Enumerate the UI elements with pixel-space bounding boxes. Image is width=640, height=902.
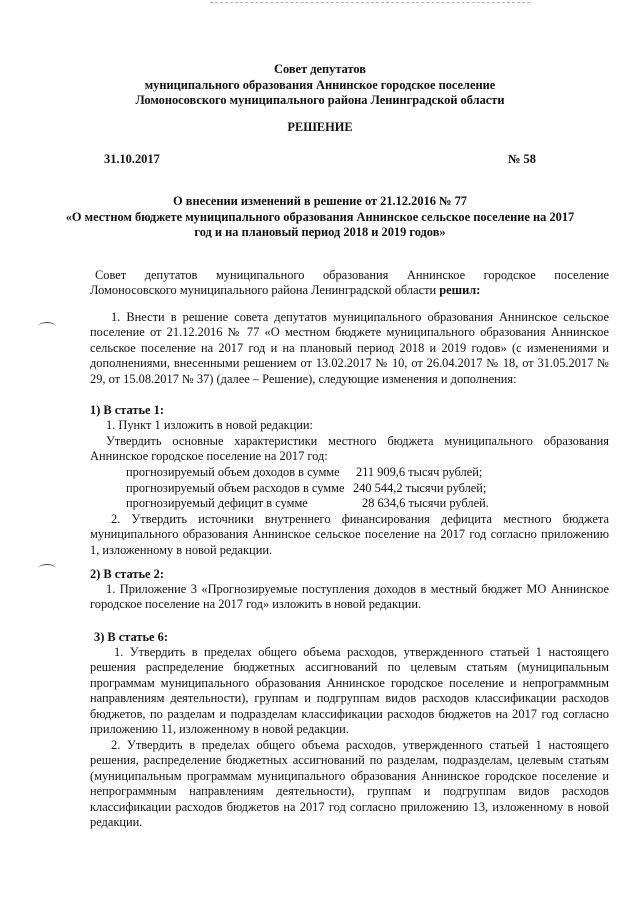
article3-para1-line: направлениям деятельности), группам и подгруппам видов расходов классификации расходов: [90, 691, 609, 706]
article3-para2-line: 2. Утвердить в пределах общего объема расходов, утвержденного статьей 1 настоящего: [111, 738, 609, 752]
article3-para2-line: непрограммным направлениям деятельности), группам и подгруппам видов расходов: [90, 784, 609, 799]
item1-line: 29, от 15.08.2017 № 37) (далее – Решение), следующие изменения и дополнения:: [90, 371, 517, 386]
article1-para3: [90, 512, 609, 558]
article3-para2-line: (муниципальным программам муниципального образования Аннинское городское поселение и: [90, 768, 609, 783]
article3-para1-line: 1. Утвердить в пределах общего объема расходов, утвержденного статьей 1 настоящего: [114, 645, 609, 659]
article3-para1-line: бюджетов, по разделам и подразделам классификации расходов бюджетов на 2017 год согласно: [90, 706, 609, 721]
article1-point1: 1. Пункт 1 изложить в новой редакции:: [106, 418, 313, 432]
article3-para1-line: решения распределение бюджетных ассигнований по целевым статьям (муниципальным: [90, 660, 609, 675]
article1-para3-line: муниципального образования Аннинское сельское поселение на 2017 год согласно приложению: [90, 527, 609, 542]
article2-para1-line: городское поселение на 2017 год» изложить в новой редакции.: [90, 597, 422, 612]
document-title-line1: О внесении изменений в решение от 21.12.2016 № 77: [173, 194, 467, 208]
council-name: Совет депутатов: [274, 62, 366, 76]
scan-artifact-line: [210, 2, 530, 5]
article1-para2-line: Аннинское городское поселение на 2017 год:: [90, 449, 328, 464]
item1-line: 1. Внести в решение совета депутатов муниципального образования Аннинское сельское: [111, 310, 609, 324]
revenue-label: прогнозируемый объем доходов в сумме: [126, 465, 340, 479]
item1-line: поселение от 21.12.2016 № 77 «О местном бюджете муниципального образования Аннинское: [90, 325, 609, 340]
document-date: 31.10.2017: [104, 152, 160, 166]
expense-label: прогнозируемый объем расходов в сумме: [126, 481, 345, 495]
municipality-name: муниципального образования Аннинское городское поселение: [144, 78, 496, 92]
document-number: № 58: [508, 152, 536, 166]
item1-line: сельское поселение на 2017 год и на плановый период 2018 и 2019 годов» (с изменениями и: [90, 340, 609, 355]
article2-para1: [90, 582, 609, 613]
item1-paragraph: [90, 310, 609, 387]
preamble-resolved: решил:: [439, 283, 481, 297]
margin-mark: [38, 322, 56, 331]
revenue-value: 211 909,6 тысяч рублей;: [356, 465, 483, 479]
article3-para2: [90, 738, 609, 830]
deficit-value: 28 634,6 тысячи рублей.: [362, 496, 489, 510]
margin-mark: [38, 564, 56, 573]
article3-para1-line: программам муниципального образования Аннинское городское поселение и непрограммным: [90, 675, 609, 690]
article3-heading: 3) В статье 6:: [94, 630, 168, 644]
document-title-line2: «О местном бюджете муниципального образования Аннинское сельское поселение на 2017: [65, 210, 575, 224]
article3-para2-line: решения, распределение бюджетных ассигнований по разделам, подразделам, целевым статьям: [90, 753, 609, 768]
article3-para2-line: классификации расходов бюджетов на 2017 год согласно приложению 13, изложенному в новой: [90, 799, 609, 814]
article1-para3-line: 1, изложенному в новой редакции.: [90, 542, 273, 557]
article3-para2-line: редакции.: [90, 815, 143, 830]
article2-heading: 2) В статье 2:: [90, 567, 164, 581]
deficit-label: прогнозируемый дефицит в сумме: [126, 496, 308, 510]
item1-line: дополнениями, внесенными решением от 13.02.2017 № 10, от 26.04.2017 № 18, от 31.05.2017 №: [90, 356, 609, 371]
article3-para1: [90, 645, 609, 737]
district-name: Ломоносовского муниципального района Ленинградской области: [135, 93, 505, 107]
preamble-line2-wrap: [90, 283, 480, 298]
preamble-line2: Ломоносовского муниципального района Ленинградской области: [90, 283, 437, 297]
document-title-line3: год и на плановый период 2018 и 2019 годов»: [194, 225, 446, 239]
expense-value: 240 544,2 тысячи рублей;: [353, 481, 487, 495]
preamble-line1: Совет депутатов муниципального образования Аннинское городское поселение: [95, 268, 609, 282]
article3-para1-line: приложению 11, изложенному в новой редакции.: [90, 722, 349, 737]
article1-para2-line: Утвердить основные характеристики местного бюджета муниципального образования: [106, 434, 609, 448]
article1-heading: 1) В статье 1:: [90, 403, 164, 417]
preamble: [90, 268, 609, 283]
document-type: РЕШЕНИЕ: [287, 120, 353, 134]
article2-para1-line: 1. Приложение 3 «Прогнозируемые поступления доходов в местный бюджет МО Аннинское: [106, 582, 609, 596]
article1-para2: [90, 434, 609, 465]
article1-para3-line: 2. Утвердить источники внутреннего финансирования дефицита местного бюджета: [111, 512, 609, 526]
